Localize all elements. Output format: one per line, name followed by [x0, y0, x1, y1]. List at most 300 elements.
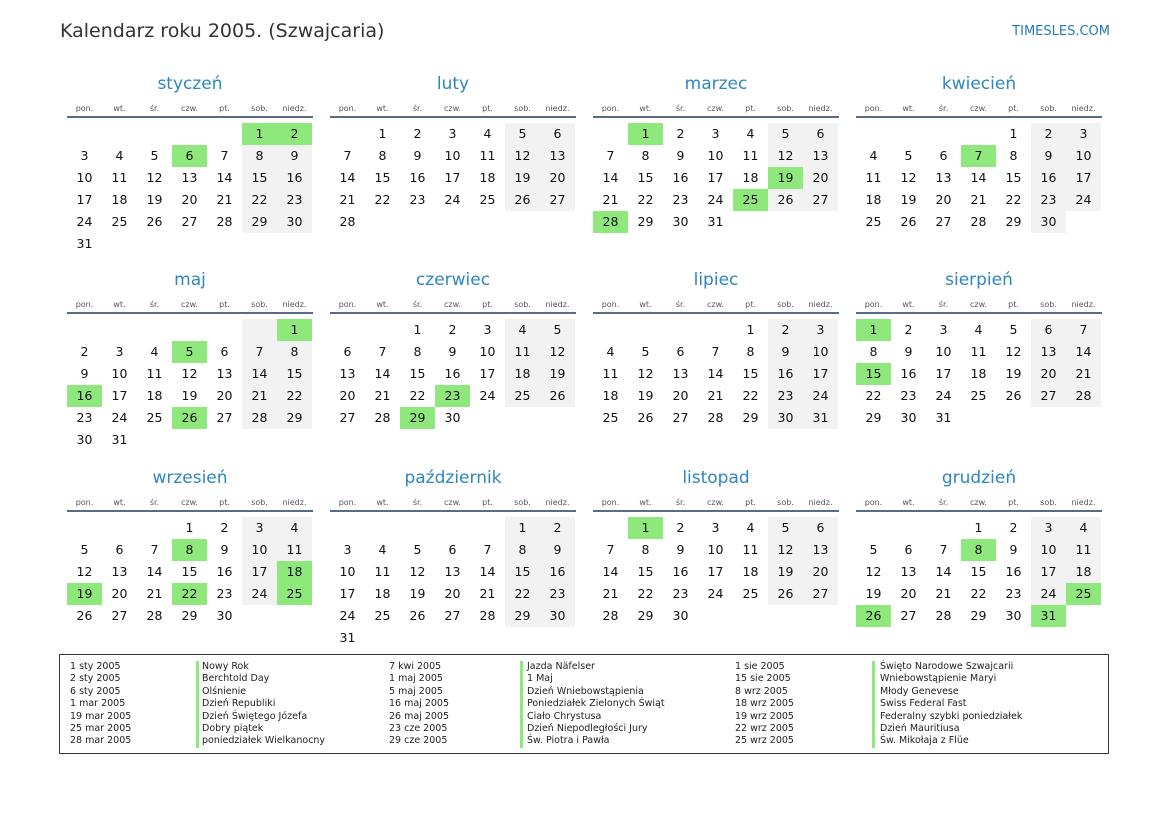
legend-holiday-name: Dzień Niepodległości Jury — [527, 722, 648, 734]
legend-holiday-name: poniedziałek Wielkanocny — [202, 735, 326, 747]
day-cell: 22 — [742, 388, 759, 403]
day-cell: 26 — [76, 608, 93, 623]
holiday-day: 23 — [435, 385, 470, 407]
legend-holiday-name: Nowy Rok — [202, 661, 249, 672]
day-cell: 14 — [146, 564, 163, 579]
day-cell: 16 — [444, 366, 461, 381]
day-cell: 23 — [768, 385, 803, 407]
day-cell: 28 — [479, 608, 496, 623]
day-cell: 6 — [448, 542, 457, 557]
legend-holiday-name: Święto Narodowe Szwajcarii — [880, 661, 1014, 672]
weekday-label: pt. — [219, 300, 230, 309]
holiday-day: 1 — [242, 123, 277, 145]
day-cell: 7 — [242, 341, 277, 363]
day-cell: 11 — [1066, 539, 1101, 561]
empty-day — [698, 319, 733, 341]
day-cell: 15 — [970, 564, 987, 579]
day-cell: 23 — [409, 192, 426, 207]
day-cell: 5 — [768, 123, 803, 145]
day-cell: 6 — [939, 148, 948, 163]
day-cell: 11 — [111, 170, 128, 185]
day-cell: 28 — [242, 407, 277, 429]
day-cell: 29 — [637, 214, 654, 229]
day-cell: 4 — [606, 344, 615, 359]
day-cell: 4 — [1066, 517, 1101, 539]
day-cell: 20 — [900, 586, 917, 601]
day-cell: 5 — [413, 542, 422, 557]
weekday-label: śr. — [938, 300, 949, 309]
day-cell: 31 — [935, 410, 952, 425]
day-cell: 1 — [1009, 126, 1018, 141]
day-cell: 21 — [1066, 363, 1101, 385]
day-cell: 10 — [111, 366, 128, 381]
day-cell: 8 — [869, 344, 878, 359]
day-cell: 16 — [768, 363, 803, 385]
legend-date: 29 cze 2005 — [389, 735, 448, 747]
day-cell: 9 — [676, 148, 685, 163]
day-cell: 17 — [707, 170, 724, 185]
day-cell: 22 — [277, 385, 312, 407]
empty-day — [926, 123, 961, 145]
day-cell: 9 — [904, 344, 913, 359]
day-cell: 14 — [707, 366, 724, 381]
day-cell: 2 — [904, 322, 913, 337]
day-cell: 26 — [900, 214, 917, 229]
empty-day — [330, 319, 365, 341]
empty-day — [102, 123, 137, 145]
day-cell: 15 — [409, 366, 426, 381]
day-cell: 23 — [1005, 586, 1022, 601]
day-cell: 2 — [676, 520, 685, 535]
day-cell: 17 — [1031, 561, 1066, 583]
day-cell: 15 — [374, 170, 391, 185]
day-cell: 22 — [374, 192, 391, 207]
day-cell: 20 — [444, 586, 461, 601]
empty-day — [67, 319, 102, 341]
day-cell: 13 — [803, 145, 838, 167]
day-cell: 12 — [505, 145, 540, 167]
holiday-day: 5 — [172, 341, 207, 363]
weekday-label: śr. — [675, 300, 686, 309]
day-cell: 17 — [479, 366, 496, 381]
day-cell: 22 — [970, 586, 987, 601]
day-cell: 20 — [339, 388, 356, 403]
weekday-label: wt. — [902, 498, 915, 507]
day-cell: 1 — [505, 517, 540, 539]
weekday-label: wt. — [376, 300, 389, 309]
day-cell: 22 — [637, 192, 654, 207]
empty-day — [961, 123, 996, 145]
weekday-label: sob. — [514, 498, 531, 507]
weekday-header — [593, 298, 839, 314]
empty-day — [330, 123, 365, 145]
day-cell: 27 — [111, 608, 128, 623]
empty-day — [330, 517, 365, 539]
day-cell: 26 — [409, 608, 426, 623]
day-cell: 30 — [1031, 211, 1066, 233]
day-cell: 16 — [672, 170, 689, 185]
day-cell: 7 — [1066, 319, 1101, 341]
weekday-label: sob. — [251, 300, 268, 309]
day-cell: 2 — [220, 520, 229, 535]
day-cell: 24 — [935, 388, 952, 403]
day-cell: 9 — [220, 542, 229, 557]
day-cell: 19 — [505, 167, 540, 189]
day-cell: 18 — [479, 170, 496, 185]
weekday-label: pon. — [601, 300, 620, 309]
day-cell: 21 — [970, 192, 987, 207]
day-cell: 11 — [146, 366, 163, 381]
day-cell: 24 — [1066, 189, 1101, 211]
day-cell: 31 — [339, 630, 356, 645]
holiday-day: 29 — [400, 407, 435, 429]
day-cell: 18 — [505, 363, 540, 385]
day-cell: 14 — [602, 170, 619, 185]
legend-date: 19 wrz 2005 — [735, 710, 794, 722]
empty-day — [365, 517, 400, 539]
day-cell: 2 — [448, 322, 457, 337]
month-1 — [67, 72, 313, 262]
weekday-label: sob. — [514, 104, 531, 113]
weekday-label: śr. — [149, 104, 160, 113]
day-cell: 6 — [904, 542, 913, 557]
legend-names-column — [527, 661, 665, 748]
holiday-day: 26 — [856, 605, 891, 627]
empty-day — [856, 123, 891, 145]
weekday-header — [330, 496, 576, 512]
weekday-label: niedz. — [545, 104, 570, 113]
day-cell: 17 — [76, 192, 93, 207]
day-cell: 17 — [707, 564, 724, 579]
empty-day — [172, 123, 207, 145]
day-cell: 18 — [970, 366, 987, 381]
day-cell: 10 — [707, 542, 724, 557]
day-cell: 3 — [242, 517, 277, 539]
day-cell: 22 — [505, 583, 540, 605]
weekday-label: pt. — [482, 104, 493, 113]
day-cell: 30 — [1005, 608, 1022, 623]
weekday-label: pon. — [864, 300, 883, 309]
day-cell: 20 — [181, 192, 198, 207]
month-name: sierpień — [945, 270, 1013, 290]
day-cell: 10 — [444, 148, 461, 163]
month-6 — [330, 268, 576, 458]
empty-day — [663, 319, 698, 341]
day-cell: 29 — [181, 608, 198, 623]
day-cell: 14 — [242, 363, 277, 385]
day-cell: 23 — [277, 189, 312, 211]
day-cell: 29 — [865, 410, 882, 425]
legend-holiday-name: Jazda Näfelser — [527, 661, 595, 672]
day-cell: 19 — [181, 388, 198, 403]
month-name: listopad — [682, 468, 750, 488]
weekday-header — [593, 496, 839, 512]
day-cell: 8 — [505, 539, 540, 561]
weekday-header — [856, 102, 1102, 118]
day-cell: 7 — [711, 344, 720, 359]
day-cell: 23 — [672, 586, 689, 601]
day-cell: 25 — [970, 388, 987, 403]
weekday-label: pt. — [219, 104, 230, 113]
legend-date: 26 maj 2005 — [389, 710, 450, 722]
day-cell: 25 — [602, 410, 619, 425]
day-cell: 12 — [637, 366, 654, 381]
day-cell: 15 — [181, 564, 198, 579]
month-name: wrzesień — [152, 468, 228, 488]
weekday-label: wt. — [113, 104, 126, 113]
empty-day — [102, 319, 137, 341]
weekday-label: sob. — [777, 498, 794, 507]
day-cell: 5 — [1009, 322, 1018, 337]
weekday-label: pon. — [601, 498, 620, 507]
day-cell: 8 — [277, 341, 312, 363]
legend-holiday-name: 1 Maj — [527, 673, 553, 685]
day-cell: 2 — [768, 319, 803, 341]
month-name: czerwiec — [415, 270, 491, 290]
legend-holiday-name: Ciało Chrystusa — [527, 710, 602, 722]
day-cell: 3 — [448, 126, 457, 141]
day-cell: 16 — [409, 170, 426, 185]
legend-holiday-name: Berchtold Day — [202, 673, 270, 685]
day-cell: 17 — [339, 586, 356, 601]
day-cell: 26 — [768, 189, 803, 211]
day-cell: 25 — [479, 192, 496, 207]
weekday-label: śr. — [938, 104, 949, 113]
day-cell: 9 — [676, 542, 685, 557]
legend-holiday-name: Św. Piotra i Pawła — [527, 735, 610, 747]
holiday-day: 1 — [277, 319, 312, 341]
month-7 — [593, 268, 839, 458]
legend-holiday-name: Poniedziałek Zielonych Świąt — [527, 698, 665, 710]
weekday-label: wt. — [376, 104, 389, 113]
day-cell: 13 — [803, 539, 838, 561]
weekday-label: czw. — [444, 104, 461, 113]
weekday-label: wt. — [902, 300, 915, 309]
day-cell: 28 — [707, 410, 724, 425]
weekday-label: niedz. — [545, 300, 570, 309]
day-cell: 6 — [676, 344, 685, 359]
day-cell: 27 — [900, 608, 917, 623]
day-cell: 12 — [865, 564, 882, 579]
day-cell: 24 — [242, 583, 277, 605]
month-2 — [330, 72, 576, 262]
month-9 — [67, 466, 313, 656]
day-cell: 15 — [637, 170, 654, 185]
day-cell: 19 — [540, 363, 575, 385]
empty-day — [593, 319, 628, 341]
weekday-label: sob. — [777, 300, 794, 309]
weekday-label: wt. — [113, 300, 126, 309]
day-cell: 1 — [413, 322, 422, 337]
day-cell: 13 — [216, 366, 233, 381]
brand-link[interactable]: TIMESLES.COM — [1012, 24, 1110, 39]
day-cell: 6 — [1031, 319, 1066, 341]
month-5 — [67, 268, 313, 458]
day-cell: 8 — [641, 148, 650, 163]
day-cell: 15 — [742, 366, 759, 381]
legend-holiday-marker — [872, 661, 875, 748]
legend-holiday-name: Dzień Republiki — [202, 698, 276, 710]
day-cell: 6 — [540, 123, 575, 145]
day-cell: 6 — [803, 517, 838, 539]
day-cell: 25 — [374, 608, 391, 623]
day-cell: 29 — [277, 407, 312, 429]
day-cell: 23 — [1031, 189, 1066, 211]
day-cell: 10 — [76, 170, 93, 185]
weekday-label: czw. — [444, 498, 461, 507]
weekday-label: sob. — [777, 104, 794, 113]
day-cell: 19 — [146, 192, 163, 207]
day-cell: 4 — [505, 319, 540, 341]
day-cell: 4 — [277, 517, 312, 539]
day-cell: 11 — [479, 148, 496, 163]
legend-date: 19 mar 2005 — [70, 710, 132, 722]
holiday-day: 19 — [768, 167, 803, 189]
empty-day — [435, 517, 470, 539]
day-cell: 30 — [76, 432, 93, 447]
day-cell: 20 — [935, 192, 952, 207]
day-cell: 14 — [935, 564, 952, 579]
day-cell: 27 — [444, 608, 461, 623]
weekday-label: śr. — [675, 104, 686, 113]
weekday-label: pt. — [482, 300, 493, 309]
day-cell: 14 — [1066, 341, 1101, 363]
day-cell: 4 — [378, 542, 387, 557]
day-cell: 22 — [1005, 192, 1022, 207]
weekday-label: wt. — [113, 498, 126, 507]
month-8 — [856, 268, 1102, 458]
day-cell: 29 — [637, 608, 654, 623]
month-name: kwiecień — [941, 74, 1017, 94]
day-cell: 5 — [641, 344, 650, 359]
month-4 — [856, 72, 1102, 262]
holiday-day: 25 — [733, 189, 768, 211]
day-cell: 22 — [242, 189, 277, 211]
day-cell: 28 — [374, 410, 391, 425]
weekday-label: czw. — [707, 104, 724, 113]
weekday-label: pon. — [338, 104, 357, 113]
weekday-label: niedz. — [808, 300, 833, 309]
day-cell: 10 — [803, 341, 838, 363]
day-cell: 11 — [505, 341, 540, 363]
day-cell: 24 — [803, 385, 838, 407]
weekday-label: niedz. — [808, 498, 833, 507]
empty-day — [400, 517, 435, 539]
day-cell: 17 — [803, 363, 838, 385]
legend-holiday-name: Olśnienie — [202, 685, 247, 697]
day-cell: 14 — [479, 564, 496, 579]
day-cell: 5 — [904, 148, 913, 163]
month-name: lipiec — [693, 270, 739, 290]
day-cell: 4 — [150, 344, 159, 359]
legend-holiday-name: Dzień Świętego Józefa — [202, 710, 308, 722]
day-cell: 26 — [637, 410, 654, 425]
day-cell: 29 — [742, 410, 759, 425]
day-cell: 9 — [413, 148, 422, 163]
day-cell: 28 — [602, 608, 619, 623]
empty-day — [207, 123, 242, 145]
empty-day — [891, 123, 926, 145]
day-cell: 13 — [339, 366, 356, 381]
day-cell: 20 — [803, 167, 838, 189]
day-cell: 26 — [768, 583, 803, 605]
day-cell: 17 — [111, 388, 128, 403]
day-cell: 5 — [540, 319, 575, 341]
day-cell: 13 — [900, 564, 917, 579]
legend-date: 1 mar 2005 — [70, 698, 126, 710]
day-cell: 7 — [220, 148, 229, 163]
weekday-label: sob. — [1040, 300, 1057, 309]
empty-day — [242, 319, 277, 341]
weekday-header — [593, 102, 839, 118]
weekday-label: pon. — [75, 300, 94, 309]
day-cell: 7 — [378, 344, 387, 359]
day-cell: 7 — [939, 542, 948, 557]
day-cell: 18 — [865, 192, 882, 207]
day-cell: 11 — [374, 564, 391, 579]
weekday-label: pon. — [864, 498, 883, 507]
day-cell: 17 — [242, 561, 277, 583]
weekday-header — [330, 298, 576, 314]
day-cell: 30 — [216, 608, 233, 623]
day-cell: 30 — [444, 410, 461, 425]
legend-holiday-name: Dzień Wniebowstąpienia — [527, 685, 644, 697]
day-cell: 22 — [865, 388, 882, 403]
day-cell: 9 — [277, 145, 312, 167]
day-cell: 19 — [768, 561, 803, 583]
day-cell: 18 — [742, 170, 759, 185]
legend-holiday-name: Dobry piątek — [202, 722, 264, 734]
day-cell: 26 — [1005, 388, 1022, 403]
holiday-day: 15 — [856, 363, 891, 385]
day-cell: 15 — [242, 167, 277, 189]
day-cell: 31 — [803, 407, 838, 429]
day-cell: 15 — [505, 561, 540, 583]
day-cell: 21 — [935, 586, 952, 601]
day-cell: 18 — [146, 388, 163, 403]
legend-date: 15 sie 2005 — [735, 673, 791, 685]
legend-holiday-name: Młody Genevese — [880, 685, 959, 697]
day-cell: 21 — [374, 388, 391, 403]
empty-day — [926, 517, 961, 539]
weekday-header — [67, 298, 313, 314]
day-cell: 28 — [216, 214, 233, 229]
weekday-label: śr. — [149, 498, 160, 507]
day-cell: 19 — [865, 586, 882, 601]
day-cell: 30 — [672, 608, 689, 623]
day-cell: 26 — [505, 189, 540, 211]
day-cell: 10 — [1031, 539, 1066, 561]
day-cell: 10 — [242, 539, 277, 561]
weekday-label: pt. — [745, 104, 756, 113]
day-cell: 31 — [76, 236, 93, 251]
day-cell: 28 — [339, 214, 356, 229]
holiday-day: 6 — [172, 145, 207, 167]
weekday-label: niedz. — [282, 300, 307, 309]
day-cell: 21 — [479, 586, 496, 601]
day-cell: 5 — [80, 542, 89, 557]
weekday-label: pon. — [601, 104, 620, 113]
weekday-label: niedz. — [1071, 300, 1096, 309]
legend-date: 23 cze 2005 — [389, 722, 448, 734]
day-cell: 9 — [768, 341, 803, 363]
day-cell: 26 — [146, 214, 163, 229]
day-cell: 12 — [768, 145, 803, 167]
day-cell: 10 — [339, 564, 356, 579]
day-cell: 19 — [409, 586, 426, 601]
legend-holiday-name: Swiss Federal Fast — [880, 698, 967, 710]
calendar-grid — [67, 72, 1103, 652]
